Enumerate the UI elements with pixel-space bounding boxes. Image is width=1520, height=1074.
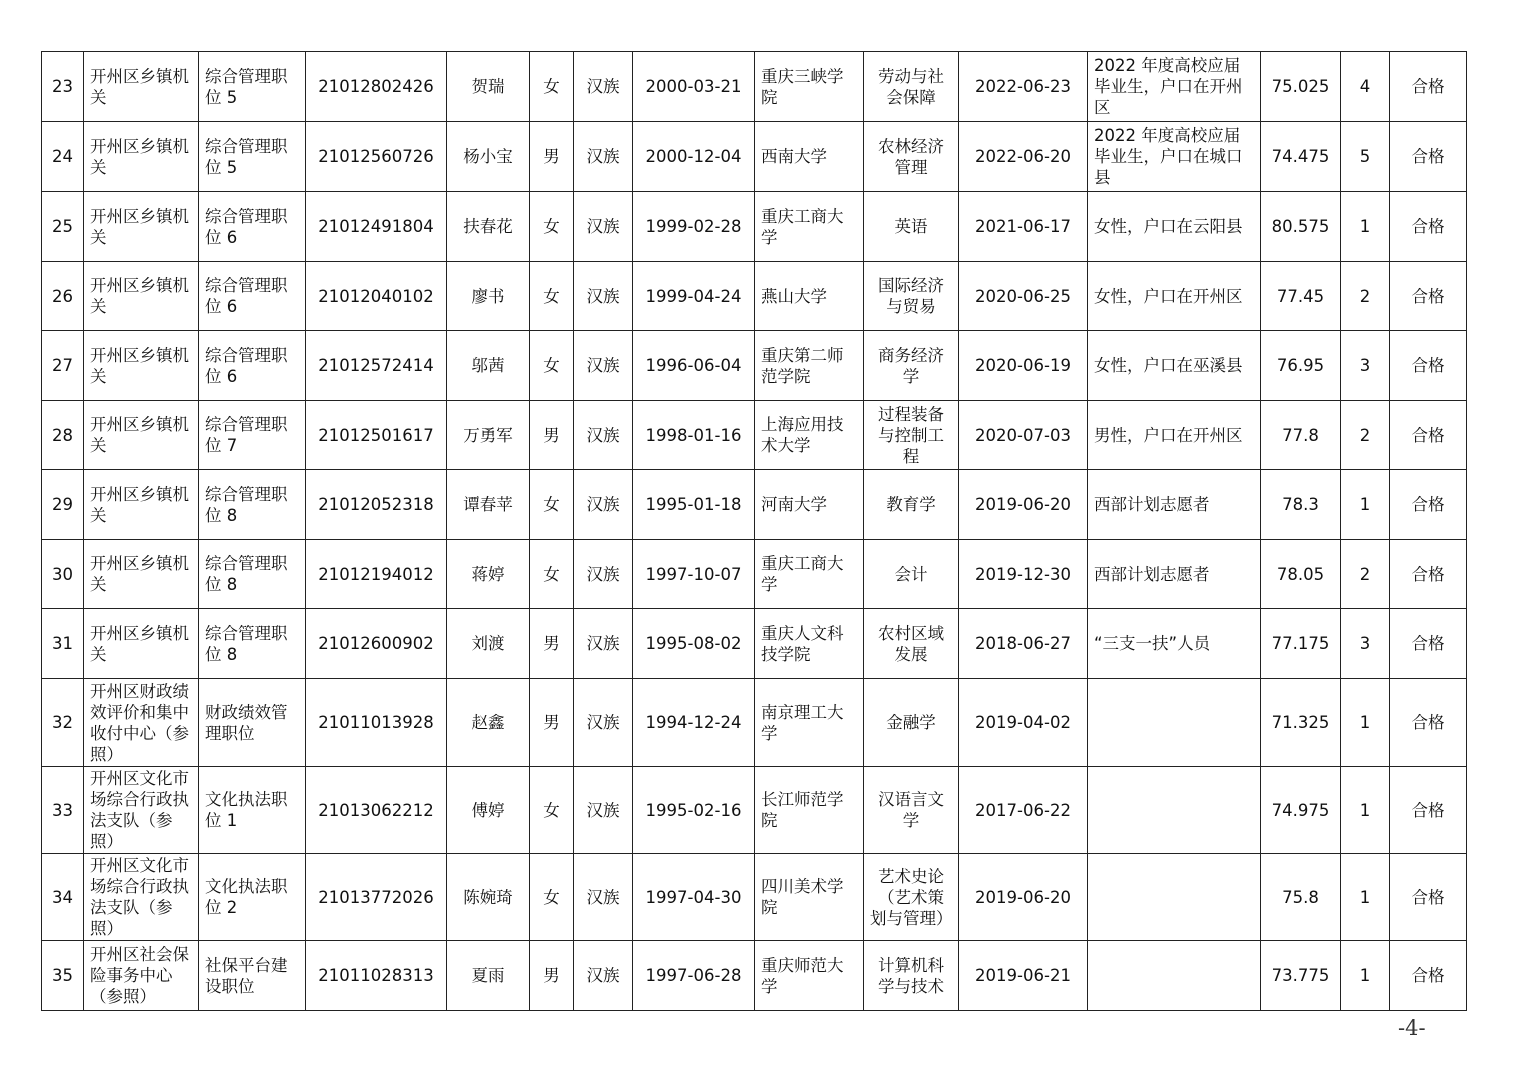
result-cell: 合格 [1390, 609, 1467, 679]
note-cell [1088, 679, 1261, 767]
name-cell: 贺瑞 [447, 52, 530, 122]
birth-date-cell: 1997-10-07 [633, 540, 755, 609]
graduation-date-cell: 2019-04-02 [959, 679, 1088, 767]
org-cell: 开州区乡镇机关 [84, 540, 199, 609]
score-cell: 77.8 [1261, 401, 1341, 470]
birth-date-cell: 1999-04-24 [633, 262, 755, 331]
org-cell: 开州区文化市场综合行政执法支队（参照） [84, 854, 199, 941]
row-number: 34 [42, 854, 84, 941]
birth-date-cell: 1995-08-02 [633, 609, 755, 679]
ticket-number-cell: 21013062212 [306, 767, 447, 854]
table-row [42, 331, 1467, 401]
position-cell: 综合管理职位 6 [199, 331, 306, 401]
position-cell: 文化执法职位 1 [199, 767, 306, 854]
org-cell: 开州区乡镇机关 [84, 52, 199, 122]
major-cell: 英语 [864, 192, 959, 262]
note-cell: 2022 年度高校应届毕业生，户口在城口县 [1088, 122, 1261, 192]
ticket-number-cell: 21012560726 [306, 122, 447, 192]
note-cell [1088, 767, 1261, 854]
row-number: 33 [42, 767, 84, 854]
row-number: 29 [42, 470, 84, 540]
school-cell: 重庆人文科技学院 [755, 609, 864, 679]
note-cell [1088, 941, 1261, 1011]
result-cell: 合格 [1390, 470, 1467, 540]
ticket-number-cell: 21013772026 [306, 854, 447, 941]
ethnicity-cell: 汉族 [574, 262, 633, 331]
score-cell: 75.025 [1261, 52, 1341, 122]
score-cell: 71.325 [1261, 679, 1341, 767]
org-cell: 开州区乡镇机关 [84, 470, 199, 540]
birth-date-cell: 1999-02-28 [633, 192, 755, 262]
row-number: 35 [42, 941, 84, 1011]
ethnicity-cell: 汉族 [574, 52, 633, 122]
rank-cell: 2 [1341, 401, 1390, 470]
name-cell: 杨小宝 [447, 122, 530, 192]
position-cell: 文化执法职位 2 [199, 854, 306, 941]
name-cell: 赵鑫 [447, 679, 530, 767]
birth-date-cell: 1994-12-24 [633, 679, 755, 767]
school-cell: 河南大学 [755, 470, 864, 540]
note-cell: “三支一扶”人员 [1088, 609, 1261, 679]
note-cell: 2022 年度高校应届毕业生，户口在开州区 [1088, 52, 1261, 122]
gender-cell: 女 [530, 331, 574, 401]
result-cell: 合格 [1390, 540, 1467, 609]
name-cell: 廖书 [447, 262, 530, 331]
score-cell: 80.575 [1261, 192, 1341, 262]
note-cell: 女性，户口在巫溪县 [1088, 331, 1261, 401]
name-cell: 邬茜 [447, 331, 530, 401]
result-cell: 合格 [1390, 401, 1467, 470]
org-cell: 开州区乡镇机关 [84, 609, 199, 679]
position-cell: 社保平台建设职位 [199, 941, 306, 1011]
gender-cell: 女 [530, 262, 574, 331]
table-row [42, 679, 1467, 767]
position-cell: 综合管理职位 8 [199, 470, 306, 540]
rank-cell: 1 [1341, 854, 1390, 941]
position-cell: 综合管理职位 5 [199, 52, 306, 122]
score-cell: 74.975 [1261, 767, 1341, 854]
birth-date-cell: 2000-12-04 [633, 122, 755, 192]
note-cell: 女性，户口在云阳县 [1088, 192, 1261, 262]
row-number: 27 [42, 331, 84, 401]
note-cell: 西部计划志愿者 [1088, 540, 1261, 609]
ethnicity-cell: 汉族 [574, 470, 633, 540]
school-cell: 上海应用技术大学 [755, 401, 864, 470]
rank-cell: 1 [1341, 192, 1390, 262]
score-cell: 78.3 [1261, 470, 1341, 540]
result-cell: 合格 [1390, 941, 1467, 1011]
ticket-number-cell: 21012501617 [306, 401, 447, 470]
birth-date-cell: 1995-01-18 [633, 470, 755, 540]
note-cell: 西部计划志愿者 [1088, 470, 1261, 540]
school-cell: 重庆工商大学 [755, 192, 864, 262]
major-cell: 农村区域发展 [864, 609, 959, 679]
major-cell: 会计 [864, 540, 959, 609]
rank-cell: 1 [1341, 767, 1390, 854]
ethnicity-cell: 汉族 [574, 122, 633, 192]
note-cell: 男性，户口在开州区 [1088, 401, 1261, 470]
school-cell: 长江师范学院 [755, 767, 864, 854]
row-number: 32 [42, 679, 84, 767]
table-row [42, 540, 1467, 609]
table-row [42, 470, 1467, 540]
org-cell: 开州区社会保险事务中心（参照） [84, 941, 199, 1011]
row-number: 30 [42, 540, 84, 609]
ethnicity-cell: 汉族 [574, 331, 633, 401]
org-cell: 开州区财政绩效评价和集中收付中心（参照） [84, 679, 199, 767]
major-cell: 金融学 [864, 679, 959, 767]
ticket-number-cell: 21012802426 [306, 52, 447, 122]
school-cell: 重庆工商大学 [755, 540, 864, 609]
name-cell: 陈婉琦 [447, 854, 530, 941]
name-cell: 夏雨 [447, 941, 530, 1011]
result-cell: 合格 [1390, 122, 1467, 192]
table-row [42, 192, 1467, 262]
score-cell: 73.775 [1261, 941, 1341, 1011]
table-row [42, 52, 1467, 122]
graduation-date-cell: 2019-12-30 [959, 540, 1088, 609]
org-cell: 开州区乡镇机关 [84, 262, 199, 331]
gender-cell: 女 [530, 192, 574, 262]
table-row [42, 767, 1467, 854]
school-cell: 重庆师范大学 [755, 941, 864, 1011]
score-cell: 75.8 [1261, 854, 1341, 941]
school-cell: 重庆第二师范学院 [755, 331, 864, 401]
row-number: 23 [42, 52, 84, 122]
graduation-date-cell: 2022-06-23 [959, 52, 1088, 122]
ethnicity-cell: 汉族 [574, 767, 633, 854]
graduation-date-cell: 2020-06-19 [959, 331, 1088, 401]
table-row [42, 122, 1467, 192]
position-cell: 综合管理职位 6 [199, 192, 306, 262]
table-row [42, 262, 1467, 331]
school-cell: 燕山大学 [755, 262, 864, 331]
ticket-number-cell: 21012040102 [306, 262, 447, 331]
name-cell: 傅婷 [447, 767, 530, 854]
position-cell: 综合管理职位 6 [199, 262, 306, 331]
graduation-date-cell: 2019-06-20 [959, 854, 1088, 941]
org-cell: 开州区文化市场综合行政执法支队（参照） [84, 767, 199, 854]
graduation-date-cell: 2019-06-20 [959, 470, 1088, 540]
graduation-date-cell: 2019-06-21 [959, 941, 1088, 1011]
birth-date-cell: 1996-06-04 [633, 331, 755, 401]
gender-cell: 男 [530, 609, 574, 679]
school-cell: 四川美术学院 [755, 854, 864, 941]
birth-date-cell: 1998-01-16 [633, 401, 755, 470]
graduation-date-cell: 2021-06-17 [959, 192, 1088, 262]
name-cell: 蒋婷 [447, 540, 530, 609]
row-number: 25 [42, 192, 84, 262]
position-cell: 综合管理职位 8 [199, 609, 306, 679]
gender-cell: 男 [530, 679, 574, 767]
ticket-number-cell: 21012194012 [306, 540, 447, 609]
major-cell: 艺术史论（艺术策划与管理） [864, 854, 959, 941]
major-cell: 过程装备与控制工程 [864, 401, 959, 470]
gender-cell: 女 [530, 854, 574, 941]
birth-date-cell: 2000-03-21 [633, 52, 755, 122]
ethnicity-cell: 汉族 [574, 540, 633, 609]
ethnicity-cell: 汉族 [574, 854, 633, 941]
major-cell: 汉语言文学 [864, 767, 959, 854]
score-cell: 78.05 [1261, 540, 1341, 609]
note-cell [1088, 854, 1261, 941]
org-cell: 开州区乡镇机关 [84, 331, 199, 401]
result-cell: 合格 [1390, 679, 1467, 767]
rank-cell: 2 [1341, 262, 1390, 331]
birth-date-cell: 1997-06-28 [633, 941, 755, 1011]
graduation-date-cell: 2020-07-03 [959, 401, 1088, 470]
graduation-date-cell: 2018-06-27 [959, 609, 1088, 679]
gender-cell: 女 [530, 540, 574, 609]
ticket-number-cell: 21011028313 [306, 941, 447, 1011]
rank-cell: 1 [1341, 470, 1390, 540]
name-cell: 万勇军 [447, 401, 530, 470]
result-cell: 合格 [1390, 854, 1467, 941]
ticket-number-cell: 21012052318 [306, 470, 447, 540]
rank-cell: 1 [1341, 941, 1390, 1011]
school-cell: 南京理工大学 [755, 679, 864, 767]
position-cell: 财政绩效管理职位 [199, 679, 306, 767]
result-cell: 合格 [1390, 52, 1467, 122]
score-cell: 77.45 [1261, 262, 1341, 331]
school-cell: 重庆三峡学院 [755, 52, 864, 122]
table-row [42, 609, 1467, 679]
gender-cell: 男 [530, 122, 574, 192]
name-cell: 扶春花 [447, 192, 530, 262]
ticket-number-cell: 21011013928 [306, 679, 447, 767]
birth-date-cell: 1997-04-30 [633, 854, 755, 941]
gender-cell: 女 [530, 52, 574, 122]
gender-cell: 女 [530, 470, 574, 540]
score-cell: 76.95 [1261, 331, 1341, 401]
major-cell: 劳动与社会保障 [864, 52, 959, 122]
major-cell: 国际经济与贸易 [864, 262, 959, 331]
result-cell: 合格 [1390, 192, 1467, 262]
major-cell: 农林经济管理 [864, 122, 959, 192]
page-number: -4- [1398, 1016, 1426, 1040]
position-cell: 综合管理职位 8 [199, 540, 306, 609]
ethnicity-cell: 汉族 [574, 401, 633, 470]
result-cell: 合格 [1390, 262, 1467, 331]
ticket-number-cell: 21012572414 [306, 331, 447, 401]
ethnicity-cell: 汉族 [574, 609, 633, 679]
graduation-date-cell: 2020-06-25 [959, 262, 1088, 331]
row-number: 28 [42, 401, 84, 470]
major-cell: 商务经济学 [864, 331, 959, 401]
gender-cell: 男 [530, 941, 574, 1011]
name-cell: 刘渡 [447, 609, 530, 679]
graduation-date-cell: 2022-06-20 [959, 122, 1088, 192]
ethnicity-cell: 汉族 [574, 941, 633, 1011]
row-number: 31 [42, 609, 84, 679]
personnel-table [41, 51, 1467, 1011]
note-cell: 女性，户口在开州区 [1088, 262, 1261, 331]
rank-cell: 5 [1341, 122, 1390, 192]
birth-date-cell: 1995-02-16 [633, 767, 755, 854]
rank-cell: 2 [1341, 540, 1390, 609]
rank-cell: 4 [1341, 52, 1390, 122]
result-cell: 合格 [1390, 767, 1467, 854]
ethnicity-cell: 汉族 [574, 679, 633, 767]
rank-cell: 3 [1341, 609, 1390, 679]
score-cell: 74.475 [1261, 122, 1341, 192]
org-cell: 开州区乡镇机关 [84, 122, 199, 192]
major-cell: 教育学 [864, 470, 959, 540]
result-cell: 合格 [1390, 331, 1467, 401]
score-cell: 77.175 [1261, 609, 1341, 679]
row-number: 26 [42, 262, 84, 331]
rank-cell: 3 [1341, 331, 1390, 401]
school-cell: 西南大学 [755, 122, 864, 192]
position-cell: 综合管理职位 7 [199, 401, 306, 470]
table-row [42, 941, 1467, 1011]
position-cell: 综合管理职位 5 [199, 122, 306, 192]
graduation-date-cell: 2017-06-22 [959, 767, 1088, 854]
table-row [42, 401, 1467, 470]
gender-cell: 男 [530, 401, 574, 470]
gender-cell: 女 [530, 767, 574, 854]
org-cell: 开州区乡镇机关 [84, 192, 199, 262]
row-number: 24 [42, 122, 84, 192]
ticket-number-cell: 21012600902 [306, 609, 447, 679]
org-cell: 开州区乡镇机关 [84, 401, 199, 470]
name-cell: 谭春苹 [447, 470, 530, 540]
ticket-number-cell: 21012491804 [306, 192, 447, 262]
table-row [42, 854, 1467, 941]
rank-cell: 1 [1341, 679, 1390, 767]
ethnicity-cell: 汉族 [574, 192, 633, 262]
major-cell: 计算机科学与技术 [864, 941, 959, 1011]
